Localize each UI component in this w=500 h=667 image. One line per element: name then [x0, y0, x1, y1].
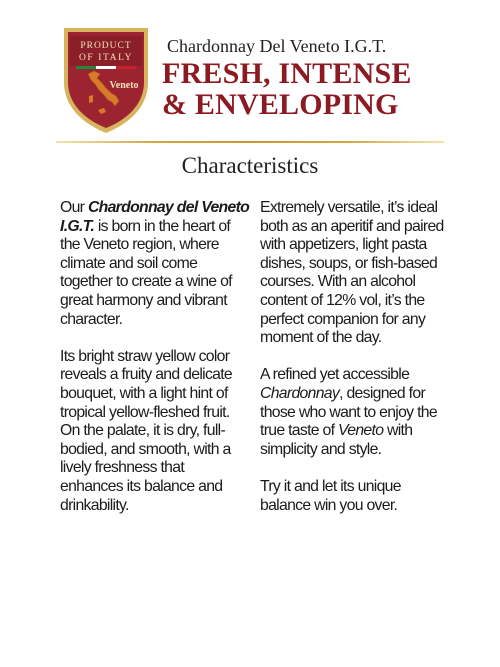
title-line-2: & ENVELOPING	[162, 88, 399, 121]
left-column	[60, 199, 250, 534]
section-title: Characteristics	[181, 153, 319, 178]
badge-line1: PRODUCT	[80, 41, 132, 51]
paragraph-style: A refined yet accessible Chardonnay, designed for those who want to enjoy the true taste of Veneto with simplicity and style.	[260, 366, 437, 458]
badge-region: Veneto	[109, 80, 139, 91]
product-title	[162, 58, 412, 120]
veneto-emphasis: Veneto	[338, 422, 384, 440]
badge-line2: OF ITALY	[78, 53, 134, 63]
title-line-1: FRESH, INTENSE	[162, 57, 412, 90]
paragraph-tasting-notes: Its bright straw yellow color reveals a fruity and delicate bouquet, with a light hint of tropical yellow-fleshed fruit. On the palate, it is dry, full-bodied, and smooth, with a lively freshness that enhances its balance and drinkability.	[60, 347, 233, 514]
header	[0, 0, 500, 140]
paragraph-closing: Try it and let its unique balance win you over.	[260, 477, 401, 514]
wine-name-emphasis: Chardonnay del Veneto I.G.T.	[60, 199, 250, 235]
paragraph-origin: Our Chardonnay del Veneto I.G.T. is born in the heart of the Veneto region, where climate and soil come together to create a wine of great harmony and vibrant character.	[60, 199, 250, 328]
chardonnay-emphasis: Chardonnay	[260, 384, 340, 402]
product-subtitle: Chardonnay Del Veneto I.G.T.	[167, 36, 387, 56]
italy-map-shield-icon	[58, 22, 154, 136]
right-column	[260, 199, 450, 534]
gold-divider	[56, 141, 444, 143]
product-of-italy-badge	[58, 22, 154, 136]
paragraph-pairing: Extremely versatile, it’s ideal both as an aperitif and paired with appetizers, light pasta dishes, soups, or fish-based courses. With an alcohol content of 12% vol, it’s the perfect companion for any moment of the day.	[260, 199, 444, 347]
